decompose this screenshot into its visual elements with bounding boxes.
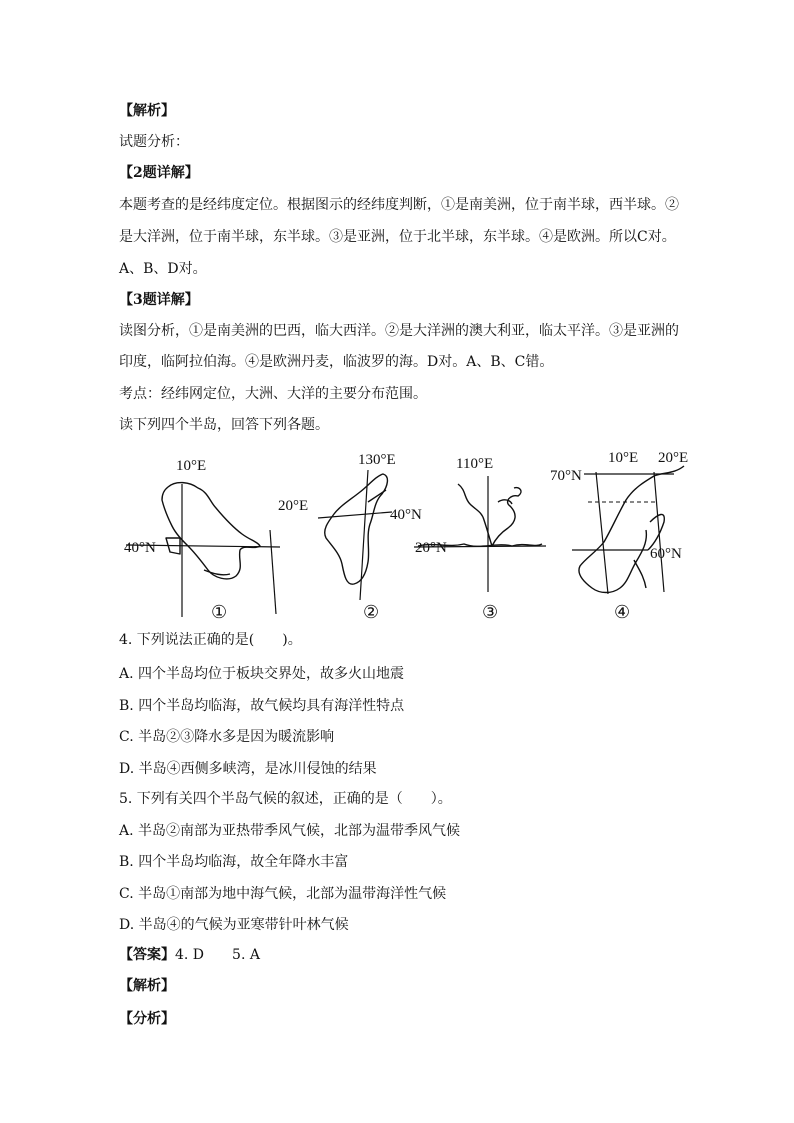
- question-4-option-b: B. 四个半岛均临海，故气候均具有海洋性特点: [119, 698, 405, 714]
- map-4: [550, 450, 688, 623]
- map-2-label-lat: 40°N: [390, 507, 422, 523]
- peninsula-maps-svg: [118, 442, 698, 626]
- section-heading-analysis: 【解析】: [119, 103, 175, 119]
- map-1: [124, 458, 280, 623]
- map-3: [414, 456, 546, 623]
- q2-explanation-line-2: 是大洋洲，位于南半球，东半球。③是亚洲，位于北半球，东半球。④是欧洲。所以C对。: [119, 229, 676, 245]
- section-heading-breakdown: 【分析】: [119, 1011, 175, 1027]
- map-3-label-lat: 20°N: [415, 540, 447, 556]
- question-4-option-d: D. 半岛④西侧多峡湾，是冰川侵蚀的结果: [119, 761, 377, 777]
- answer-line: [119, 946, 260, 964]
- map-4-number: ④: [614, 602, 631, 623]
- map-3-number: ③: [482, 602, 499, 623]
- map-1-number: ①: [211, 602, 228, 623]
- question-5-option-b: B. 四个半岛均临海，故全年降水丰富: [119, 854, 349, 870]
- knowledge-point: 考点：经纬网定位，大洲、大洋的主要分布范围。: [119, 386, 427, 402]
- question-intro: 读下列四个半岛，回答下列各题。: [119, 417, 329, 433]
- map-3-label-lon: 110°E: [456, 456, 494, 472]
- question-5-option-d: D. 半岛④的气候为亚寒带针叶林气候: [119, 917, 349, 933]
- map-1-label-lat: 40°N: [124, 540, 156, 556]
- map-2-label-lon-2: 20°E: [278, 498, 309, 514]
- question-5-option-a: A. 半岛②南部为亚热带季风气候，北部为温带季风气候: [119, 823, 461, 839]
- map-4-label-lat-1: 70°N: [550, 468, 582, 484]
- map-4-label-lon-2: 20°E: [658, 450, 689, 466]
- peninsula-maps-figure: [118, 442, 698, 626]
- map-2-label-lon-1: 130°E: [358, 452, 396, 468]
- map-1-label-lon: 10°E: [176, 458, 207, 474]
- q2-explanation-line-1: 本题考查的是经纬度定位。根据图示的经纬度判断，①是南美洲，位于南半球，西半球。②: [119, 197, 679, 213]
- q3-explanation-line-2: 印度，临阿拉伯海。④是欧洲丹麦，临波罗的海。D对。A、B、C错。: [119, 354, 554, 370]
- map-2: [278, 452, 422, 623]
- section-heading-analysis-2: 【解析】: [119, 978, 175, 994]
- map-4-label-lat-2: 60°N: [650, 546, 682, 562]
- map-2-number: ②: [363, 602, 380, 623]
- q2-explanation-line-3: A、B、D对。: [119, 261, 207, 277]
- section-heading-q3: 【3题详解】: [119, 292, 199, 308]
- question-5-option-c: C. 半岛①南部为地中海气候，北部为温带海洋性气候: [119, 886, 447, 902]
- section-heading-q2: 【2题详解】: [119, 165, 199, 181]
- question-4-option-a: A. 四个半岛均位于板块交界处，故多火山地震: [119, 666, 405, 682]
- question-4-stem: 4. 下列说法正确的是( )。: [119, 632, 302, 648]
- analysis-intro: 试题分析：: [119, 134, 189, 150]
- answer-text: 4. D 5. A: [175, 947, 260, 963]
- question-5-stem: 5. 下列有关四个半岛气候的叙述，正确的是（ ）。: [119, 791, 452, 807]
- map-4-label-lon-1: 10°E: [608, 450, 639, 466]
- answer-label: 【答案】: [119, 947, 175, 963]
- question-4-option-c: C. 半岛②③降水多是因为暖流影响: [119, 729, 335, 745]
- q3-explanation-line-1: 读图分析，①是南美洲的巴西，临大西洋。②是大洋洲的澳大利亚，临太平洋。③是亚洲的: [119, 323, 679, 339]
